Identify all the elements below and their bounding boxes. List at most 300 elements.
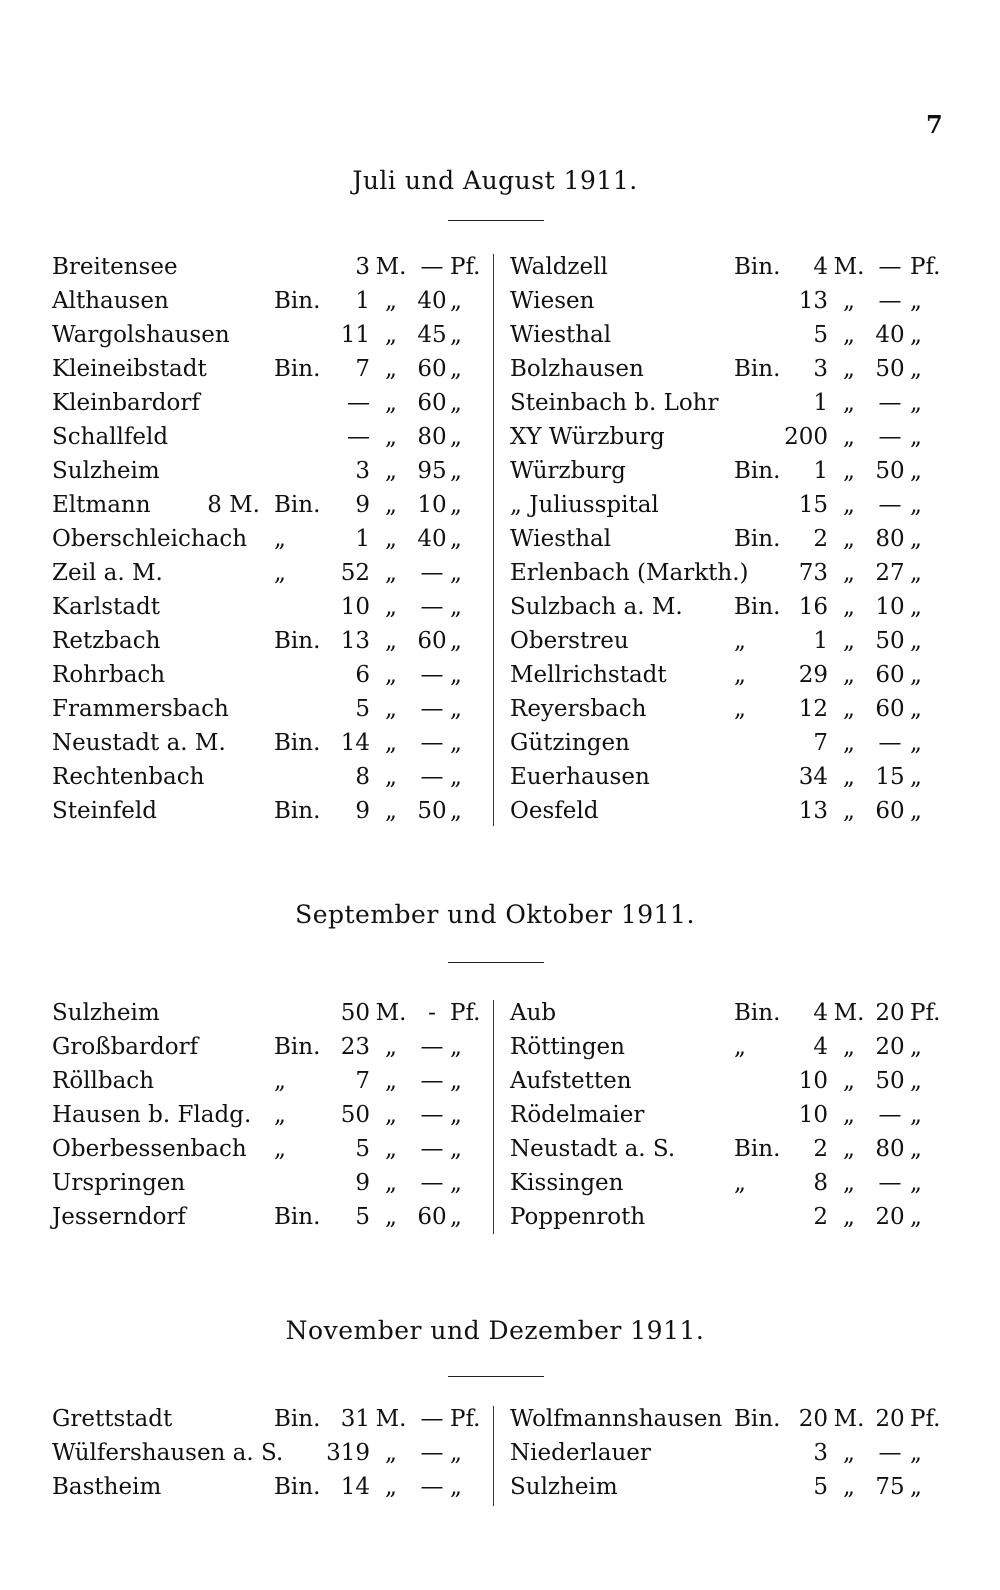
place-name: Kleinbardorf: [52, 390, 200, 416]
unit-marks: „: [385, 492, 397, 518]
prefix-label: Bin.: [274, 492, 321, 518]
unit-pfennig: „: [450, 356, 462, 382]
amount-pfennig: —: [420, 662, 444, 688]
amount-pfennig: —: [878, 288, 902, 314]
ledger-row: [52, 522, 478, 556]
ledger-row: [52, 590, 478, 624]
amount-marks: 9: [355, 798, 370, 824]
amount-marks: 20: [798, 1406, 828, 1432]
unit-marks: „: [843, 1474, 855, 1500]
unit-marks: „: [843, 1440, 855, 1466]
amount-pfennig: —: [420, 1474, 444, 1500]
amount-marks: 7: [355, 356, 370, 382]
unit-pfennig: „: [910, 1440, 922, 1466]
ledger-row: [510, 1402, 942, 1436]
amount-pfennig: 20: [875, 1000, 905, 1026]
place-name: Wiesthal: [510, 322, 612, 348]
unit-pfennig: „: [910, 1068, 922, 1094]
unit-pfennig: „: [450, 1170, 462, 1196]
place-name: Kleineibstadt: [52, 356, 207, 382]
ledger-row: [52, 556, 478, 590]
amount-pfennig: 50: [875, 458, 905, 484]
place-name: „ Juliusspital: [510, 492, 659, 518]
unit-marks: „: [843, 390, 855, 416]
unit-pfennig: „: [450, 628, 462, 654]
unit-marks: M.: [375, 254, 407, 280]
amount-marks: 14: [340, 1474, 370, 1500]
amount-pfennig: —: [878, 730, 902, 756]
place-name: Gützingen: [510, 730, 630, 756]
unit-pfennig: „: [450, 730, 462, 756]
title-rule: [448, 962, 544, 963]
prefix-label: Bin.: [274, 1034, 321, 1060]
amount-marks: 34: [798, 764, 828, 790]
place-name: Sulzheim: [52, 458, 160, 484]
prefix-label: Bin.: [734, 1000, 781, 1026]
unit-pfennig: „: [450, 458, 462, 484]
unit-marks: „: [843, 288, 855, 314]
amount-marks: 1: [355, 526, 370, 552]
amount-pfennig: 60: [417, 356, 447, 382]
unit-pfennig: „: [910, 594, 922, 620]
amount-marks: 13: [798, 288, 828, 314]
place-name: Wiesen: [510, 288, 595, 314]
unit-marks: „: [843, 1034, 855, 1060]
unit-marks: „: [843, 730, 855, 756]
unit-marks: „: [385, 798, 397, 824]
amount-pfennig: —: [420, 1136, 444, 1162]
ledger-row: [52, 726, 478, 760]
unit-pfennig: „: [450, 1102, 462, 1128]
prefix-label: Bin.: [274, 1406, 321, 1432]
amount-pfennig: 80: [875, 526, 905, 552]
ledger-row: [510, 1098, 942, 1132]
amount-pfennig: 60: [875, 696, 905, 722]
ledger-row: [52, 1030, 478, 1064]
unit-pfennig: „: [910, 1204, 922, 1230]
unit-marks: „: [385, 390, 397, 416]
ledger-row: [510, 760, 942, 794]
amount-pfennig: 60: [417, 628, 447, 654]
unit-marks: „: [843, 662, 855, 688]
amount-marks: 14: [340, 730, 370, 756]
place-name: XY Würzburg: [510, 424, 665, 450]
left-column: [52, 250, 481, 828]
place-name: Waldzell: [510, 254, 608, 280]
amount-pfennig: 75: [875, 1474, 905, 1500]
ledger-row: [52, 1166, 478, 1200]
ledger-row: [510, 692, 942, 726]
amount-pfennig: 50: [875, 1068, 905, 1094]
amount-pfennig: 60: [875, 798, 905, 824]
amount-marks: 23: [340, 1034, 370, 1060]
ledger-row: [52, 996, 481, 1030]
ledger-row: [510, 386, 942, 420]
unit-marks: „: [385, 1170, 397, 1196]
amount-marks: 13: [798, 798, 828, 824]
ledger-row: [510, 996, 942, 1030]
amount-marks: 7: [355, 1068, 370, 1094]
unit-pfennig: Pf.: [450, 254, 481, 280]
prefix-label: Bin.: [274, 628, 321, 654]
unit-pfennig: Pf.: [910, 254, 941, 280]
unit-pfennig: „: [910, 356, 922, 382]
unit-pfennig: „: [910, 458, 922, 484]
place-name: Kissingen: [510, 1170, 624, 1196]
unit-marks: „: [385, 1440, 397, 1466]
ledger-row: [510, 658, 942, 692]
prefix-label: Bin.: [274, 798, 321, 824]
place-name: Sulzheim: [52, 1000, 160, 1026]
amount-marks: 5: [813, 322, 828, 348]
amount-pfennig: 10: [417, 492, 447, 518]
unit-marks: „: [843, 594, 855, 620]
prefix-label: „: [734, 696, 746, 722]
amount-marks: 5: [355, 696, 370, 722]
unit-pfennig: „: [450, 1204, 462, 1230]
unit-pfennig: „: [910, 560, 922, 586]
ledger-row: [510, 284, 942, 318]
unit-pfennig: „: [910, 628, 922, 654]
unit-marks: „: [385, 322, 397, 348]
prefix-label: „: [274, 526, 286, 552]
title-rule: [448, 220, 544, 221]
prefix-label: Bin.: [734, 458, 781, 484]
unit-pfennig: „: [450, 764, 462, 790]
place-name: Schallfeld: [52, 424, 169, 450]
ledger-row: [52, 760, 478, 794]
unit-marks: „: [843, 798, 855, 824]
place-name: Althausen: [52, 288, 169, 314]
unit-pfennig: „: [450, 1440, 462, 1466]
amount-marks: 9: [355, 1170, 370, 1196]
ledger-row: [510, 318, 942, 352]
unit-pfennig: „: [450, 526, 462, 552]
unit-pfennig: „: [910, 764, 922, 790]
amount-marks: 10: [798, 1102, 828, 1128]
amount-marks: 1: [355, 288, 370, 314]
unit-marks: M.: [375, 1000, 407, 1026]
place-name: Würzburg: [510, 458, 626, 484]
amount-pfennig: 80: [417, 424, 447, 450]
unit-marks: „: [385, 1102, 397, 1128]
amount-marks: 10: [798, 1068, 828, 1094]
unit-marks: „: [385, 560, 397, 586]
unit-pfennig: „: [910, 730, 922, 756]
unit-marks: „: [385, 1204, 397, 1230]
amount-pfennig: —: [420, 1034, 444, 1060]
place-name: Grettstadt: [52, 1406, 173, 1432]
unit-pfennig: Pf.: [910, 1406, 941, 1432]
amount-marks: 52: [340, 560, 370, 586]
unit-marks: „: [385, 1136, 397, 1162]
ledger-row: [52, 1064, 478, 1098]
unit-marks: „: [843, 1204, 855, 1230]
left-column: [52, 996, 481, 1234]
place-name: Zeil a. M.: [52, 560, 163, 586]
amount-marks: 31: [340, 1406, 370, 1432]
unit-marks: M.: [375, 1406, 407, 1432]
place-name: Wargolshausen: [52, 322, 230, 348]
place-name: Eltmann: [52, 492, 151, 518]
place-name: Urspringen: [52, 1170, 186, 1196]
unit-pfennig: „: [910, 1170, 922, 1196]
amount-marks: 8: [813, 1170, 828, 1196]
amount-pfennig: —: [878, 1440, 902, 1466]
amount-pfennig: —: [420, 696, 444, 722]
ledger-row: [52, 1098, 478, 1132]
unit-marks: M.: [833, 1406, 865, 1432]
prefix-label: Bin.: [734, 254, 781, 280]
left-column: [52, 1402, 481, 1504]
ledger-row: [510, 488, 942, 522]
amount-pfennig: 60: [417, 390, 447, 416]
unit-marks: „: [843, 560, 855, 586]
ledger-row: [52, 488, 478, 522]
prefix-label: Bin.: [274, 1204, 321, 1230]
amount-pfennig: 50: [875, 628, 905, 654]
amount-marks: 1: [813, 628, 828, 654]
ledger-row: [52, 318, 478, 352]
unit-pfennig: „: [910, 1474, 922, 1500]
amount-marks: 50: [340, 1102, 370, 1128]
prefix-label: Bin.: [734, 594, 781, 620]
unit-pfennig: „: [450, 424, 462, 450]
amount-pfennig: 45: [417, 322, 447, 348]
unit-marks: „: [385, 526, 397, 552]
ledger-row: [52, 1132, 478, 1166]
unit-pfennig: „: [910, 1034, 922, 1060]
ledger-row: [510, 454, 942, 488]
place-name: Mellrichstadt: [510, 662, 667, 688]
amount-pfennig: —: [878, 492, 902, 518]
place-name: Wiesthal: [510, 526, 612, 552]
section-title: September und Oktober 1911.: [295, 900, 695, 929]
unit-pfennig: „: [450, 1474, 462, 1500]
place-name: Breitensee: [52, 254, 178, 280]
ledger-row: [510, 352, 942, 386]
amount-marks: 16: [798, 594, 828, 620]
place-name: Hausen b. Fladg.: [52, 1102, 252, 1128]
ledger-row: [52, 658, 478, 692]
ledger-row: [510, 1030, 942, 1064]
prefix-label: Bin.: [734, 1136, 781, 1162]
unit-pfennig: „: [450, 662, 462, 688]
unit-pfennig: „: [450, 390, 462, 416]
place-name: Frammersbach: [52, 696, 229, 722]
amount-pfennig: —: [878, 254, 902, 280]
amount-pfennig: 50: [417, 798, 447, 824]
prefix-label: „: [734, 628, 746, 654]
unit-marks: „: [843, 492, 855, 518]
unit-marks: M.: [833, 254, 865, 280]
unit-pfennig: „: [910, 798, 922, 824]
amount-pfennig: 60: [417, 1204, 447, 1230]
unit-marks: M.: [833, 1000, 865, 1026]
place-name: Großbardorf: [52, 1034, 199, 1060]
ledger-row: [510, 250, 942, 284]
amount-marks: 3: [813, 1440, 828, 1466]
ledger-row: [52, 1402, 481, 1436]
unit-marks: „: [843, 1170, 855, 1196]
amount-marks: 29: [798, 662, 828, 688]
place-name: Steinfeld: [52, 798, 157, 824]
amount-marks: 1: [813, 458, 828, 484]
unit-pfennig: „: [450, 1068, 462, 1094]
prefix-label: „: [734, 1034, 746, 1060]
amount-marks: 6: [355, 662, 370, 688]
unit-marks: „: [843, 322, 855, 348]
unit-marks: „: [385, 764, 397, 790]
amount-marks: 5: [355, 1136, 370, 1162]
unit-marks: „: [385, 356, 397, 382]
unit-marks: „: [843, 1102, 855, 1128]
prefix-label: Bin.: [734, 356, 781, 382]
right-column: [510, 996, 942, 1234]
amount-marks: 9: [355, 492, 370, 518]
amount-pfennig: 15: [875, 764, 905, 790]
amount-marks: 50: [340, 1000, 370, 1026]
unit-marks: „: [843, 1068, 855, 1094]
ledger-row: [510, 1470, 942, 1504]
amount-pfennig: —: [420, 254, 444, 280]
ledger-row: [52, 624, 478, 658]
place-name: Reyersbach: [510, 696, 647, 722]
unit-marks: „: [385, 458, 397, 484]
unit-marks: „: [843, 764, 855, 790]
unit-pfennig: „: [910, 322, 922, 348]
unit-marks: „: [385, 1068, 397, 1094]
unit-pfennig: „: [450, 1034, 462, 1060]
amount-marks: 73: [798, 560, 828, 586]
ledger-row: [52, 1436, 478, 1470]
place-name: Euerhausen: [510, 764, 650, 790]
unit-pfennig: „: [910, 662, 922, 688]
unit-marks: „: [843, 356, 855, 382]
place-name: Sulzbach a. M.: [510, 594, 683, 620]
row-note: 8 M.: [207, 492, 260, 518]
amount-pfennig: 50: [875, 356, 905, 382]
place-name: Rödelmaier: [510, 1102, 645, 1128]
place-name: Oberschleichach: [52, 526, 248, 552]
amount-pfennig: —: [420, 1440, 444, 1466]
unit-pfennig: „: [910, 696, 922, 722]
prefix-label: Bin.: [734, 526, 781, 552]
ledger-row: [510, 1166, 942, 1200]
amount-pfennig: 40: [417, 288, 447, 314]
place-name: Jesserndorf: [52, 1204, 186, 1230]
unit-marks: „: [385, 1034, 397, 1060]
unit-pfennig: Pf.: [450, 1000, 481, 1026]
place-name: Niederlauer: [510, 1440, 651, 1466]
unit-pfennig: „: [910, 492, 922, 518]
unit-pfennig: Pf.: [450, 1406, 481, 1432]
prefix-label: Bin.: [274, 730, 321, 756]
ledger-row: [510, 420, 942, 454]
amount-pfennig: —: [420, 1068, 444, 1094]
unit-marks: „: [843, 458, 855, 484]
amount-pfennig: 40: [417, 526, 447, 552]
page-number: 7: [926, 110, 943, 139]
column-divider: [493, 1406, 494, 1506]
amount-pfennig: —: [420, 1102, 444, 1128]
place-name: Aufstetten: [510, 1068, 632, 1094]
place-name: Retzbach: [52, 628, 161, 654]
ledger-row: [52, 794, 478, 828]
unit-pfennig: „: [450, 560, 462, 586]
unit-pfennig: „: [450, 322, 462, 348]
prefix-label: Bin.: [274, 356, 321, 382]
place-name: Rohrbach: [52, 662, 166, 688]
amount-marks: 3: [813, 356, 828, 382]
amount-pfennig: 60: [875, 662, 905, 688]
place-name: Oberbessenbach: [52, 1136, 247, 1162]
amount-pfennig: 95: [417, 458, 447, 484]
ledger-row: [510, 1200, 942, 1234]
amount-pfennig: —: [420, 1170, 444, 1196]
unit-marks: „: [843, 696, 855, 722]
amount-pfennig: 27: [875, 560, 905, 586]
amount-marks: 5: [813, 1474, 828, 1500]
place-name: Sulzheim: [510, 1474, 618, 1500]
section-title: Juli und August 1911.: [352, 166, 638, 195]
amount-pfennig: —: [878, 1170, 902, 1196]
unit-marks: „: [843, 526, 855, 552]
prefix-label: „: [274, 1102, 286, 1128]
amount-marks: —: [347, 390, 370, 416]
prefix-label: „: [274, 560, 286, 586]
amount-marks: 3: [355, 254, 370, 280]
amount-pfennig: —: [878, 1102, 902, 1128]
unit-marks: „: [843, 424, 855, 450]
column-divider: [493, 1000, 494, 1234]
amount-pfennig: —: [420, 560, 444, 586]
unit-pfennig: „: [450, 594, 462, 620]
unit-marks: „: [385, 288, 397, 314]
ledger-row: [52, 352, 478, 386]
place-name: Neustadt a. M.: [52, 730, 226, 756]
unit-marks: „: [385, 662, 397, 688]
amount-pfennig: 20: [875, 1034, 905, 1060]
amount-marks: 8: [355, 764, 370, 790]
ledger-row: [510, 726, 942, 760]
place-name: Röttingen: [510, 1034, 625, 1060]
amount-marks: 4: [813, 254, 828, 280]
title-rule: [448, 1376, 544, 1377]
ledger-row: [52, 386, 478, 420]
place-name: Neustadt a. S.: [510, 1136, 676, 1162]
right-column: [510, 1402, 942, 1504]
place-name: Oberstreu: [510, 628, 629, 654]
ledger-row: [510, 556, 942, 590]
place-name: Aub: [510, 1000, 557, 1026]
ledger-row: [52, 250, 481, 284]
unit-pfennig: „: [910, 424, 922, 450]
unit-pfennig: „: [910, 288, 922, 314]
amount-marks: 10: [340, 594, 370, 620]
amount-pfennig: 40: [875, 322, 905, 348]
unit-marks: „: [385, 1474, 397, 1500]
unit-pfennig: „: [450, 288, 462, 314]
unit-marks: „: [385, 424, 397, 450]
unit-pfennig: „: [910, 1136, 922, 1162]
place-name: Röllbach: [52, 1068, 155, 1094]
column-divider: [493, 254, 494, 826]
place-name: Bastheim: [52, 1474, 162, 1500]
ledger-row: [52, 454, 478, 488]
unit-pfennig: „: [450, 696, 462, 722]
right-column: [510, 250, 942, 828]
